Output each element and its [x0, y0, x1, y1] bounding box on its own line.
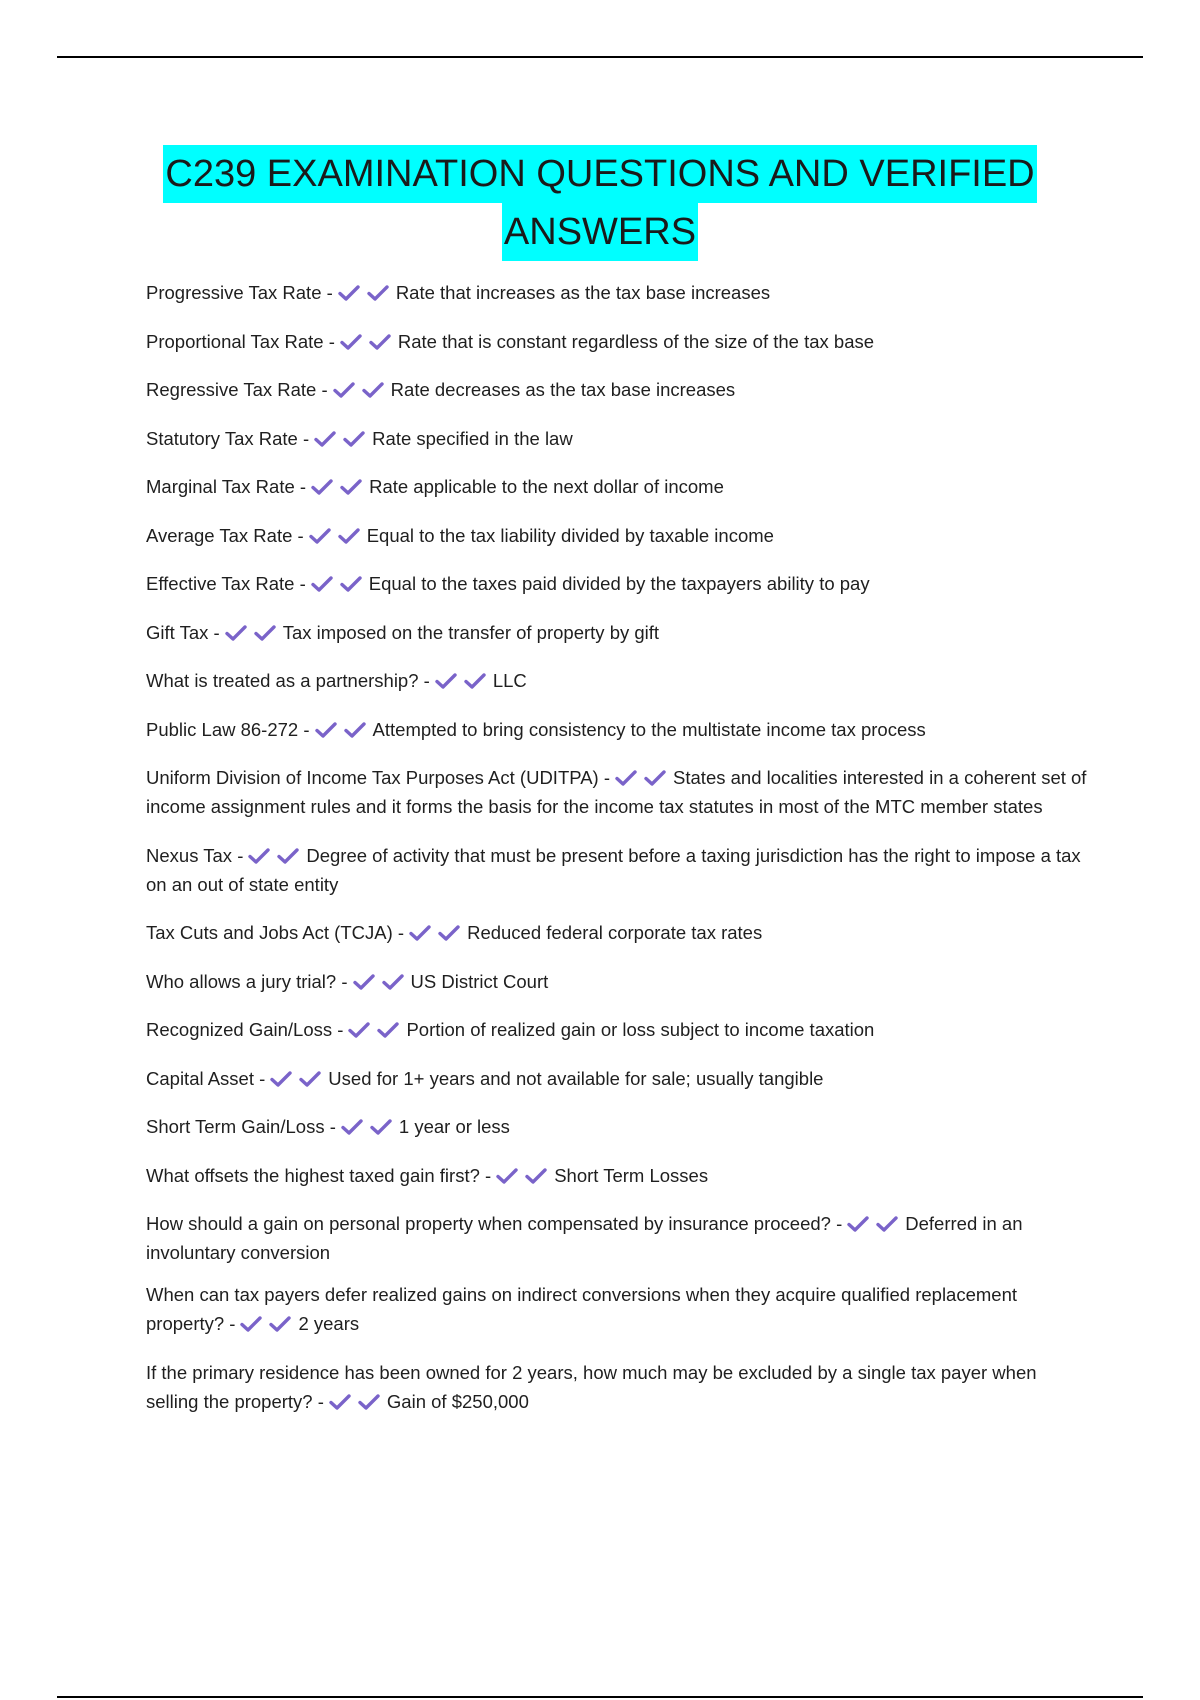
- qa-separator: -: [317, 1390, 324, 1412]
- qa-item: [146, 618, 1091, 647]
- qa-answer: US District Court: [410, 970, 549, 992]
- qa-term: Effective Tax Rate: [146, 573, 295, 594]
- qa-item: [146, 375, 1091, 404]
- qa-term: Uniform Division of Income Tax Purposes Act (UDITPA): [146, 767, 599, 788]
- qa-item: [146, 327, 1091, 356]
- qa-term: Progressive Tax Rate: [146, 282, 322, 303]
- qa-term: What is treated as a partnership?: [146, 670, 419, 691]
- qa-separator: -: [337, 1019, 344, 1040]
- checkmark-icon: [329, 1394, 351, 1410]
- qa-separator: -: [303, 718, 310, 740]
- title-line-2: ANSWERS: [502, 203, 698, 261]
- qa-term: How should a gain on personal property when compensated by insurance proceed?: [146, 1213, 831, 1234]
- qa-answer: Rate that is constant regardless of the size of the tax base: [397, 330, 875, 352]
- check-pair: [311, 569, 369, 598]
- checkmark-icon: [309, 528, 331, 544]
- checkmark-icon: [464, 673, 486, 689]
- checkmark-icon: [338, 285, 360, 301]
- qa-term: What offsets the highest taxed gain first?: [146, 1164, 480, 1186]
- qa-term: Average Tax Rate: [146, 524, 293, 546]
- qa-separator: -: [328, 330, 335, 352]
- qa-answer: Used for 1+ years and not available for sale; usually tangible: [328, 1067, 824, 1089]
- qa-term: Gift Tax: [146, 621, 209, 643]
- checkmark-icon: [496, 1168, 518, 1184]
- checkmark-icon: [344, 722, 366, 738]
- check-pair: [311, 472, 369, 501]
- qa-item: [146, 278, 1091, 307]
- qa-separator: -: [303, 427, 310, 449]
- check-pair: [348, 1015, 406, 1044]
- check-pair: [353, 967, 411, 996]
- qa-answer: Degree of activity that must be present before a taxing jurisdiction has the right to impose a tax on an out of state entity: [146, 844, 1081, 895]
- qa-separator: -: [836, 1213, 843, 1234]
- check-pair: [435, 666, 493, 695]
- qa-answer: 2 years: [298, 1313, 360, 1334]
- qa-item: [146, 1064, 1091, 1093]
- qa-term: Proportional Tax Rate: [146, 330, 324, 352]
- checkmark-icon: [340, 479, 362, 495]
- check-pair: [309, 521, 367, 550]
- check-pair: [248, 841, 306, 870]
- check-pair: [333, 375, 391, 404]
- qa-item: [146, 1280, 1091, 1338]
- qa-item: [146, 1112, 1091, 1141]
- qa-answer: Rate specified in the law: [372, 427, 573, 449]
- check-pair: [340, 327, 398, 356]
- qa-item: [146, 918, 1091, 947]
- checkmark-icon: [333, 382, 355, 398]
- qa-term: When can tax payers defer realized gains on indirect conversions when they acquire qualified replacement property?: [146, 1284, 1018, 1334]
- qa-answer: Deferred in an involuntary conversion: [146, 1213, 1023, 1263]
- qa-separator: -: [229, 1313, 236, 1334]
- check-pair: [314, 424, 372, 453]
- qa-separator: -: [213, 621, 220, 643]
- qa-answer: Attempted to bring consistency to the multistate income tax process: [372, 718, 926, 740]
- check-pair: [240, 1309, 298, 1338]
- qa-answer: LLC: [492, 670, 527, 691]
- qa-list: [146, 278, 1091, 1435]
- qa-item: [146, 1209, 1091, 1267]
- document-title: [100, 145, 1100, 261]
- checkmark-icon: [362, 382, 384, 398]
- qa-item: [146, 763, 1091, 821]
- qa-separator: -: [299, 476, 307, 497]
- check-pair: [496, 1161, 554, 1190]
- qa-term: Capital Asset: [146, 1067, 254, 1089]
- checkmark-icon: [367, 285, 389, 301]
- checkmark-icon: [225, 625, 247, 641]
- checkmark-icon: [615, 770, 637, 786]
- qa-answer: Rate that increases as the tax base increases: [395, 282, 771, 303]
- checkmark-icon: [370, 1119, 392, 1135]
- check-pair: [409, 918, 467, 947]
- check-pair: [847, 1209, 905, 1238]
- checkmark-icon: [299, 1071, 321, 1087]
- qa-answer: Gain of $250,000: [386, 1390, 529, 1412]
- checkmark-icon: [348, 1022, 370, 1038]
- checkmark-icon: [240, 1316, 262, 1332]
- qa-term: Regressive Tax Rate: [146, 379, 317, 400]
- qa-separator: -: [341, 970, 348, 992]
- check-pair: [341, 1112, 399, 1141]
- checkmark-icon: [311, 479, 333, 495]
- checkmark-icon: [644, 770, 666, 786]
- checkmark-icon: [847, 1216, 869, 1232]
- checkmark-icon: [338, 528, 360, 544]
- qa-answer: Tax imposed on the transfer of property by gift: [282, 621, 660, 643]
- checkmark-icon: [314, 431, 336, 447]
- checkmark-icon: [340, 576, 362, 592]
- qa-answer: Rate applicable to the next dollar of income: [369, 476, 724, 497]
- qa-separator: -: [321, 379, 328, 400]
- qa-answer: Rate decreases as the tax base increases: [390, 379, 736, 400]
- qa-answer: 1 year or less: [398, 1116, 510, 1137]
- qa-term: Nexus Tax: [146, 844, 233, 866]
- checkmark-icon: [340, 334, 362, 350]
- checkmark-icon: [525, 1168, 547, 1184]
- checkmark-icon: [409, 925, 431, 941]
- checkmark-icon: [343, 431, 365, 447]
- qa-item: [146, 472, 1091, 501]
- checkmark-icon: [358, 1394, 380, 1410]
- qa-item: [146, 967, 1091, 996]
- check-pair: [329, 1387, 387, 1416]
- qa-answer: Portion of realized gain or loss subject to income taxation: [406, 1019, 875, 1040]
- checkmark-icon: [435, 673, 457, 689]
- qa-answer: Reduced federal corporate tax rates: [467, 922, 763, 943]
- qa-separator: -: [603, 767, 611, 788]
- checkmark-icon: [248, 848, 270, 864]
- check-pair: [315, 715, 373, 744]
- qa-separator: -: [485, 1164, 492, 1186]
- qa-item: [146, 569, 1091, 598]
- checkmark-icon: [353, 974, 375, 990]
- check-pair: [338, 278, 396, 307]
- qa-term: If the primary residence has been owned for 2 years, how much may be excluded by a single tax payer when selling the property?: [146, 1361, 1037, 1412]
- qa-answer: Short Term Losses: [554, 1164, 709, 1186]
- qa-term: Statutory Tax Rate: [146, 427, 298, 449]
- qa-term: Who allows a jury trial?: [146, 970, 337, 992]
- qa-separator: -: [237, 844, 244, 866]
- qa-separator: -: [329, 1116, 336, 1137]
- checkmark-icon: [311, 576, 333, 592]
- qa-separator: -: [423, 670, 430, 691]
- qa-separator: -: [259, 1067, 266, 1089]
- checkmark-icon: [341, 1119, 363, 1135]
- qa-separator: -: [297, 524, 304, 546]
- qa-item: [146, 841, 1091, 899]
- qa-item: [146, 666, 1091, 695]
- checkmark-icon: [876, 1216, 898, 1232]
- checkmark-icon: [270, 1071, 292, 1087]
- check-pair: [615, 763, 673, 792]
- check-pair: [270, 1064, 328, 1093]
- qa-term: Recognized Gain/Loss: [146, 1019, 333, 1040]
- checkmark-icon: [369, 334, 391, 350]
- checkmark-icon: [377, 1022, 399, 1038]
- check-pair: [225, 618, 283, 647]
- checkmark-icon: [277, 848, 299, 864]
- checkmark-icon: [254, 625, 276, 641]
- qa-item: [146, 1015, 1091, 1044]
- qa-term: Tax Cuts and Jobs Act (TCJA): [146, 922, 393, 943]
- qa-separator: -: [299, 573, 306, 594]
- qa-answer: Equal to the tax liability divided by taxable income: [366, 524, 774, 546]
- qa-item: [146, 715, 1091, 744]
- checkmark-icon: [382, 974, 404, 990]
- qa-item: [146, 521, 1091, 550]
- top-rule: [57, 56, 1143, 58]
- qa-answer: States and localities interested in a coherent set of income assignment rules and it forms the basis for the income tax statutes in most of the MTC member states: [146, 767, 1087, 817]
- bottom-rule: [57, 1696, 1143, 1698]
- checkmark-icon: [315, 722, 337, 738]
- qa-term: Short Term Gain/Loss: [146, 1116, 325, 1137]
- qa-separator: -: [326, 282, 333, 303]
- checkmark-icon: [438, 925, 460, 941]
- qa-item: [146, 1161, 1091, 1190]
- qa-item: [146, 1358, 1091, 1416]
- qa-answer: Equal to the taxes paid divided by the taxpayers ability to pay: [368, 573, 870, 594]
- qa-term: Marginal Tax Rate: [146, 476, 295, 497]
- checkmark-icon: [269, 1316, 291, 1332]
- qa-separator: -: [397, 922, 405, 943]
- qa-item: [146, 424, 1091, 453]
- title-line-1: C239 EXAMINATION QUESTIONS AND VERIFIED: [163, 145, 1036, 203]
- qa-term: Public Law 86-272: [146, 718, 299, 740]
